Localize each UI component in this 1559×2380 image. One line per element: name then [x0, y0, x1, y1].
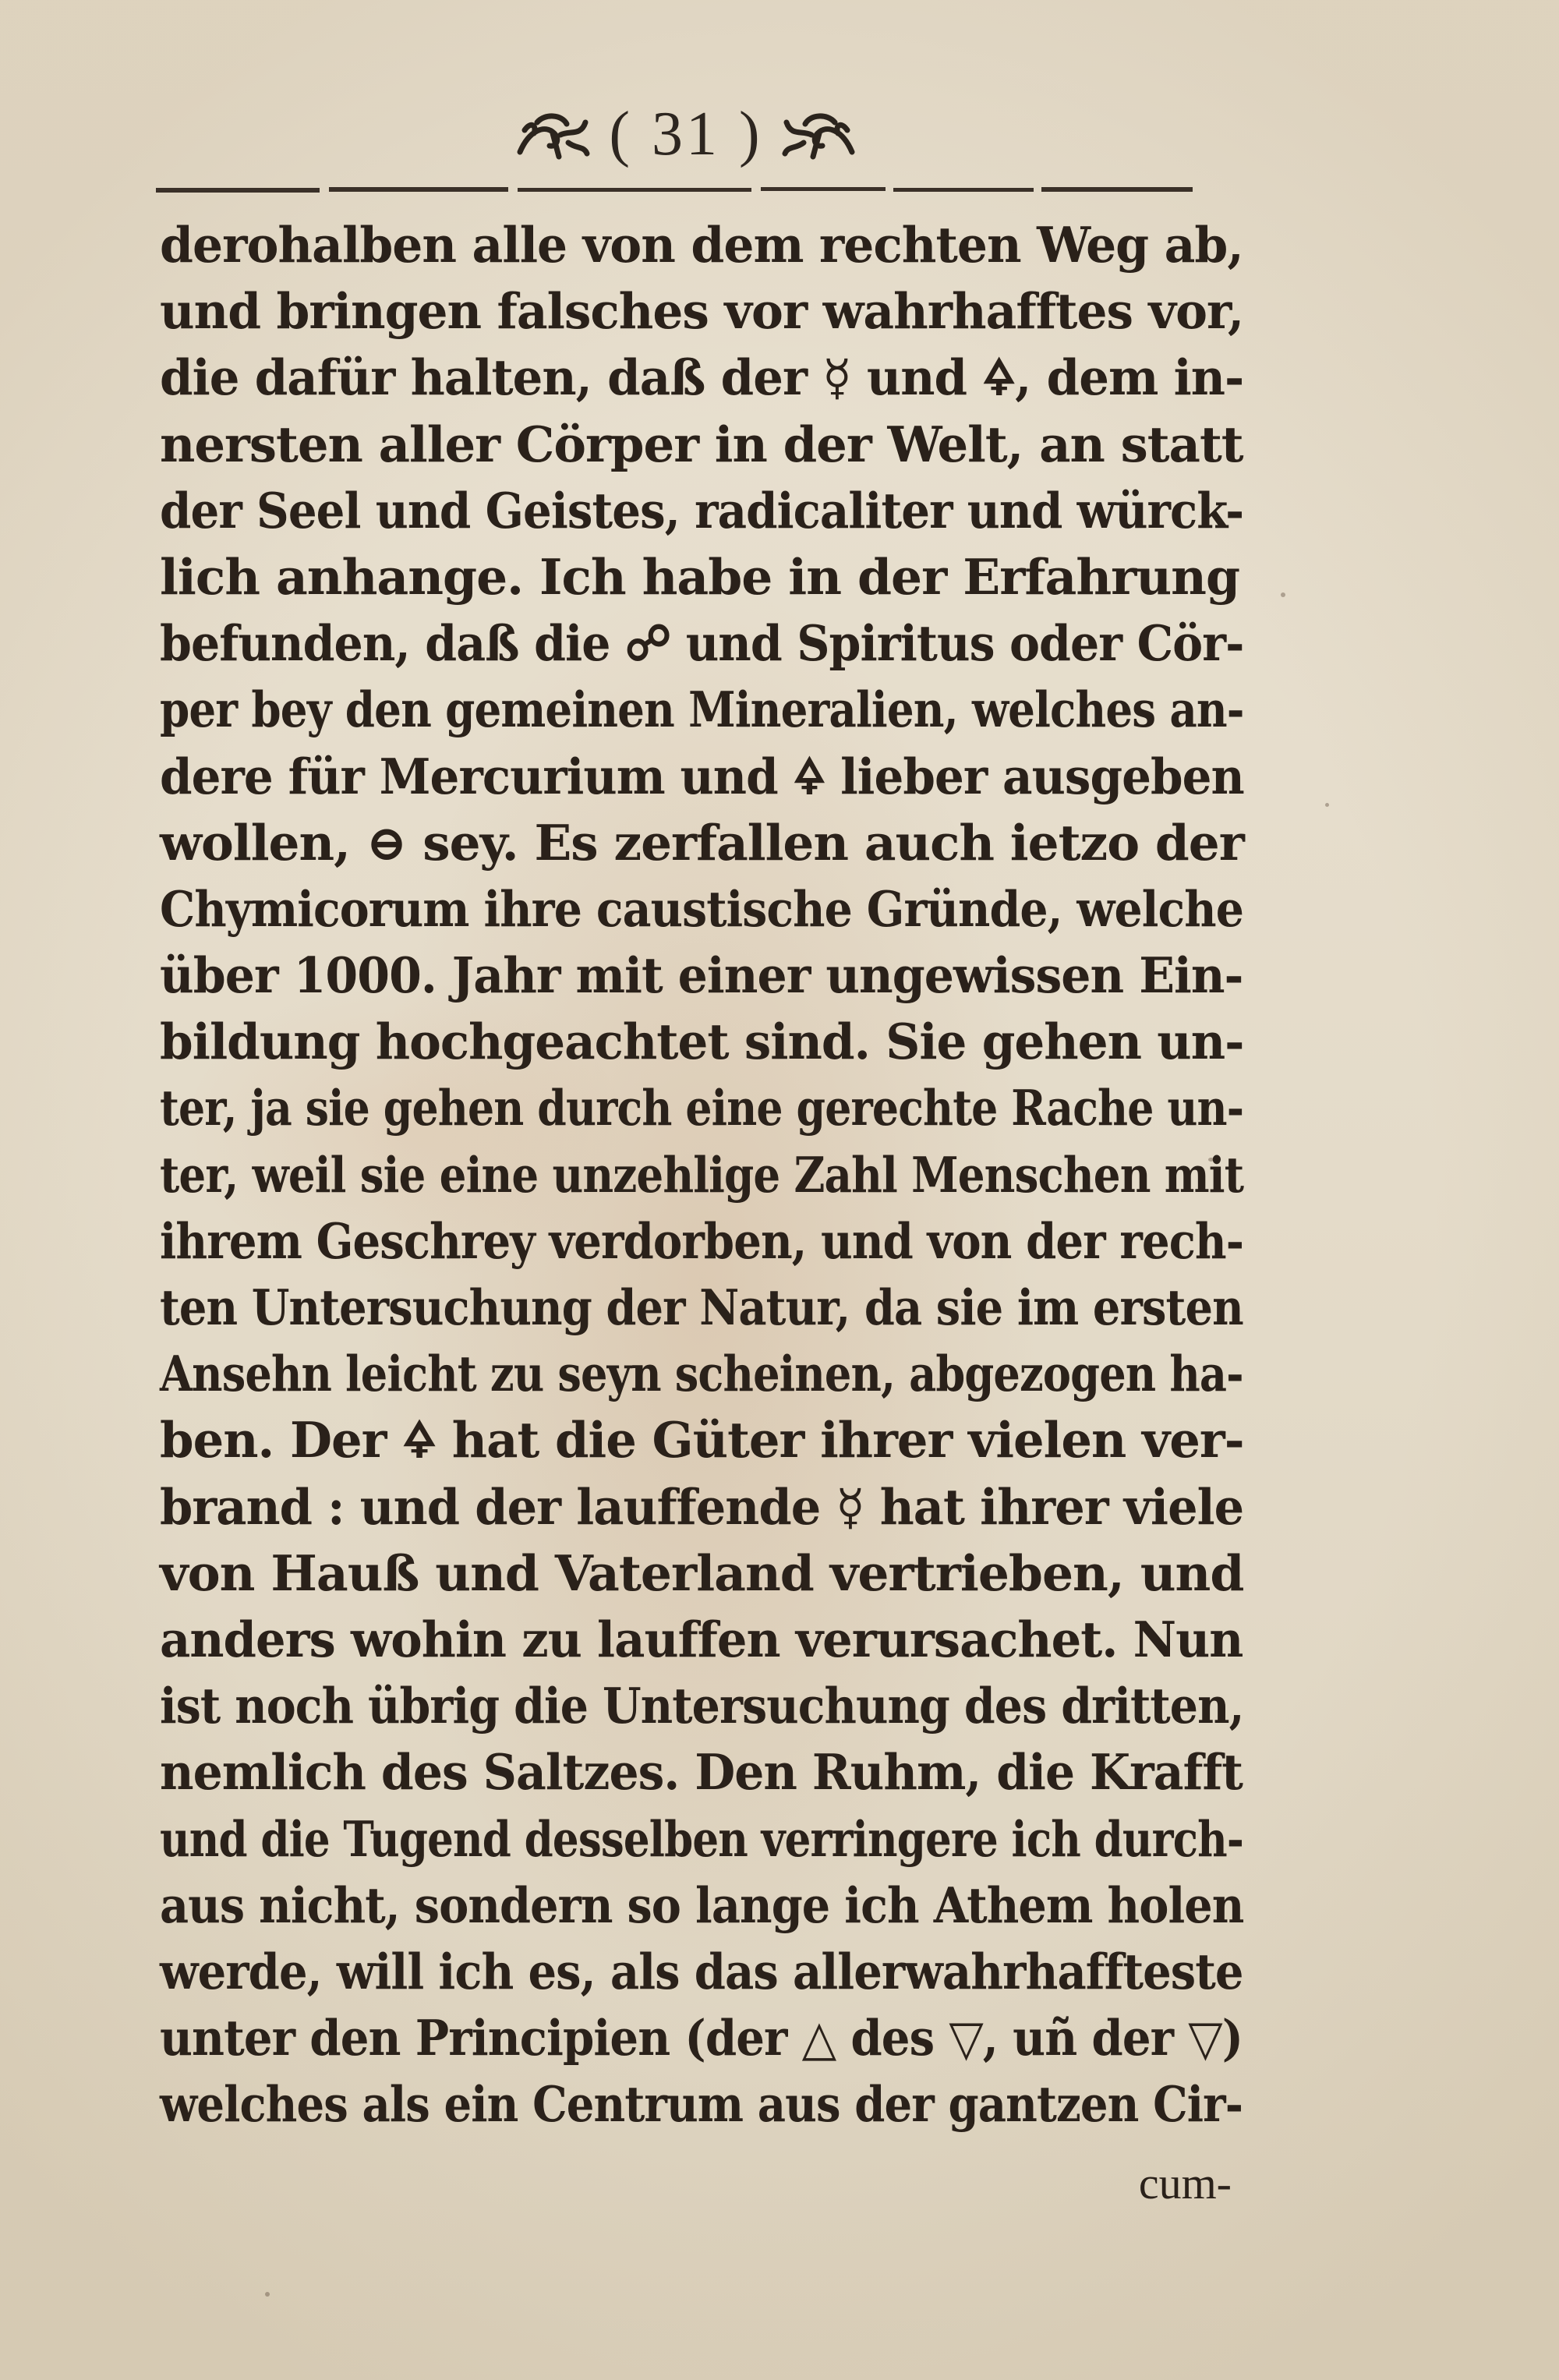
- text-line: über 1000. Jahr mit einer ungewissen Ein-: [160, 946, 1243, 1005]
- text-line: ben. Der 🜍 hat die Güter ihrer vielen ver-: [160, 1411, 1244, 1469]
- text-line: ten Untersuchung der Natur, da sie im ersten: [160, 1278, 1243, 1336]
- paper-speck: [1281, 592, 1285, 597]
- text-line: und die Tugend desselben verringere ich durch-: [160, 1809, 1244, 1868]
- text-line: der Seel und Geistes, radicaliter und würck-: [160, 481, 1244, 539]
- left-fleuron-ornament-icon: [514, 107, 592, 161]
- body-text: [160, 212, 1243, 2138]
- text-line: Chymicorum ihre caustische Gründe, welche: [160, 879, 1243, 938]
- text-line: derohalben alle von dem rechten Weg ab,: [160, 216, 1243, 274]
- paper-speck: [1325, 803, 1329, 807]
- head-rule: [156, 184, 1193, 195]
- page-number: ( 31 ): [609, 99, 763, 168]
- text-line: unter den Principien (der △ des ▽, uñ der ▽): [160, 2009, 1243, 2067]
- text-line: per bey den gemeinen Mineralien, welches an-: [160, 681, 1244, 739]
- text-line: bildung hochgeachtet sind. Sie gehen un-: [160, 1013, 1244, 1071]
- catchword: cum-: [1138, 2158, 1232, 2208]
- text-line: und bringen falsches vor wahrhafftes vor,: [160, 282, 1244, 341]
- text-line: aus nicht, sondern so lange ich Athem holen: [160, 1876, 1244, 1934]
- paper-speck: [265, 2292, 270, 2297]
- text-line: von Hauß und Vaterland vertrieben, und: [160, 1544, 1244, 1602]
- text-line: Ansehn leicht zu seyn scheinen, abgezogen ha-: [160, 1345, 1243, 1403]
- text-line: nersten aller Cörper in der Welt, an statt: [160, 415, 1243, 473]
- text-line: brand : und der lauffende ☿ hat ihrer viele: [160, 1477, 1244, 1536]
- text-line: ter, weil sie eine unzehlige Zahl Menschen mit: [160, 1145, 1244, 1204]
- text-line: nemlich des Saltzes. Den Ruhm, die Krafft: [160, 1743, 1243, 1802]
- paper-speck: [1208, 1158, 1214, 1162]
- text-line: lich anhange. Ich habe in der Erfahrung: [160, 547, 1239, 606]
- text-line: anders wohin zu lauffen verursachet. Nun: [160, 1610, 1243, 1668]
- text-line: wollen, ⊖ sey. Es zerfallen auch ietzo der: [160, 813, 1244, 872]
- text-line: ist noch übrig die Untersuchung des dritten,: [160, 1677, 1244, 1735]
- text-line: die dafür halten, daß der ☿ und 🜍, dem in-: [160, 348, 1244, 407]
- text-line: welches als ein Centrum aus der gantzen Cir-: [160, 2075, 1243, 2134]
- running-head: [468, 87, 904, 181]
- text-line: ter, ja sie gehen durch eine gerechte Rache un-: [160, 1079, 1244, 1137]
- text-line: befunden, daß die ☍ und Spiritus oder Cör-: [160, 614, 1244, 673]
- text-line: ihrem Geschrey verdorben, und von der rech-: [160, 1211, 1244, 1270]
- text-line: dere für Mercurium und 🜍 lieber ausgeben: [160, 747, 1244, 805]
- right-fleuron-ornament-icon: [780, 107, 858, 161]
- text-line: werde, will ich es, als das allerwahrhaffteste: [160, 1942, 1243, 2000]
